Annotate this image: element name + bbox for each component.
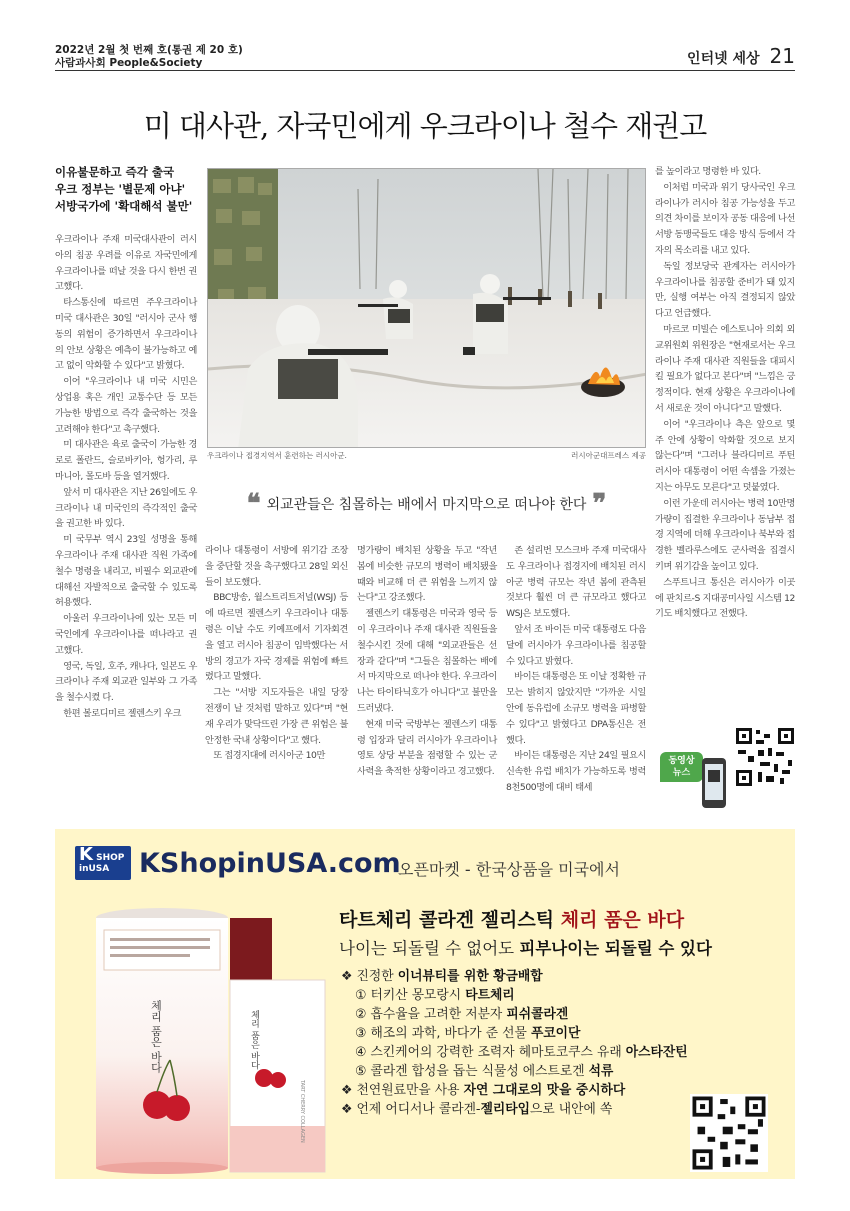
pull-quote — [207, 489, 646, 519]
item-emph: 피쉬콜라겐 — [506, 1007, 569, 1022]
item-emph: 푸코이단 — [530, 1026, 581, 1041]
ad-title-emph: 체리 품은 바다 — [560, 909, 685, 931]
badge-line: 동영상 — [668, 756, 695, 766]
ad-list-item — [341, 1005, 688, 1024]
pull-quote-text: 외교관들은 침몰하는 배에서 마지막으로 떠나야 한다 — [266, 497, 587, 513]
article-column-1 — [55, 232, 197, 722]
article-column-4 — [506, 543, 646, 796]
item-text: ② 흡수율을 고려한 저분자 — [355, 1007, 507, 1022]
article-column-2 — [205, 543, 348, 764]
product-image — [92, 900, 342, 1175]
subhead-1: 이유불문하고 즉각 출국 — [55, 165, 175, 179]
ad-title-prefix: 타트체리 콜라겐 젤리스틱 — [339, 909, 561, 931]
paragraph: 우크라이나 주재 미국대사관이 러시아의 침공 우려를 이유로 자국민에게 우크라이나를 떠날 것을 다시 한번 권고했다. — [55, 234, 197, 293]
paragraph: 미 대사관은 육로 출국이 가능한 경로로 폴란드, 슬로바키아, 헝가리, 루마니아, 몰도바 등을 열거했다. — [55, 439, 197, 482]
paragraph: 바이든 대통령은 또 이날 정확한 규모는 밝히지 않았지만 "가까운 시일 안에 동유럽에 소규모 병력을 파병할 수 있다"고 밝혔다고 DPA통신은 전했다. — [506, 671, 646, 746]
paragraph: 또 접경지대에 러시아군 10만 — [213, 750, 325, 762]
paragraph: 명가량이 배치된 상황을 두고 "작년 봄에 비슷한 규모의 병력이 배치됐을 때와 비교해 더 큰 위험을 느끼지 않는다"고 강조했다. — [357, 545, 497, 604]
subhead-3: 서방국가에 '확대해석 불만' — [55, 199, 193, 213]
paragraph: 영국, 독일, 호주, 캐나다, 일본도 우크라이나 주재 외교관 일부와 그 가족을 철수시켰 다. — [55, 660, 197, 704]
item-emph: 자연 그대로의 맛을 중시하다 — [463, 1083, 626, 1098]
paragraph: 앞서 미 대사관은 지난 26일에도 우크라이나 내 미국인의 즉각적인 출국을 권고한 바 있다. — [55, 486, 197, 530]
paragraph: 한편 볼로디미르 젤렌스키 우크 — [63, 707, 182, 719]
item-text: ⑤ 콜라겐 합성을 돕는 식물성 에스트로겐 — [355, 1064, 589, 1079]
item-text: ③ 해조의 과학, 바다가 준 선물 — [355, 1026, 531, 1041]
ad-feature-list — [341, 967, 688, 1119]
article-column-3 — [357, 543, 497, 780]
photo-caption-row — [207, 450, 646, 461]
paragraph: 이어 "우크라이나 측은 앞으로 몇 주 안에 상황이 악화할 것으로 보지 않는다"며 "그러나 블라디미르 푸틴 러시아 대통령이 어떤 속셈을 가졌는지는 아무도 모른다"고 덧붙였다. — [655, 418, 795, 493]
photo-credit: 러시아군대프레스 제공 — [571, 451, 646, 460]
item-text: ❖ 진정한 — [341, 969, 398, 984]
subhead-2: 우크 정부는 '별문제 아냐' — [55, 182, 186, 196]
paragraph: 그는 "서방 지도자들은 내일 당장 전쟁이 날 것처럼 말하고 있다"며 "현재 우리가 맞닥뜨린 가장 큰 위험은 불안정한 국내 상황이다"고 했다. — [205, 687, 348, 746]
paragraph: 앞서 조 바이든 미국 대통령도 다음 달에 러시아가 우크라이나를 침공할 수 있다고 밝혔다. — [506, 623, 646, 667]
ad-sub-prefix: 나이는 되돌릴 수 없어도 — [339, 939, 520, 958]
article-subheads — [55, 164, 197, 215]
item-emph: 타트체리 — [465, 988, 515, 1003]
item-emph: 석류 — [588, 1064, 614, 1079]
item-text: ① 터키산 몽모랑시 — [355, 988, 466, 1003]
item-emph: 아스타잔틴 — [625, 1045, 688, 1060]
article-column-5 — [655, 164, 795, 622]
masthead — [55, 44, 243, 70]
paragraph: 이처럼 미국과 위기 당사국인 우크라이나가 러시아 침공 가능성을 두고 의견 차이를 보이자 공동 대응에 나선 서방 동맹국들도 대응 방식 등에서 각자의 목소리를 내고 있다. — [655, 181, 795, 256]
paragraph: BBC방송, 월스트리트저널(WSJ) 등에 따르면 젤렌스키 우크라이나 대통령은 이날 수도 키예프에서 기자회견을 열고 러시아 침공이 임박했다는 서방의 경고가 자국 경제를 위험에 빠트렸다고 말했다. — [205, 592, 348, 683]
ad-qr-code-icon[interactable] — [690, 1094, 768, 1172]
item-suffix: 으로 내안에 쏙 — [530, 1102, 613, 1117]
article-headline: 미 대사관, 자국민에게 우크라이나 철수 재권고 — [143, 109, 707, 143]
ad-sub-emph: 피부나이는 되돌릴 수 있다 — [519, 939, 712, 958]
logo-k: K — [79, 844, 93, 865]
open-quote-icon: ❝ — [246, 489, 261, 519]
paragraph: 미 국무부 역시 23일 성명을 통해 우크라이나 주재 대사관 직원 가족에 철수 명령을 내리고, 비필수 외교관에 대해선 자발적으로 출국할 수 있도록 허용했다. — [55, 534, 197, 609]
ad-list-item — [341, 1062, 688, 1081]
paragraph: 스푸트니크 통신은 러시아가 이곳에 판치르-S 지대공미사일 시스템 12기도 배치했다고 전했다. — [655, 576, 795, 620]
item-text: ❖ 언제 어디서나 콜라겐- — [341, 1102, 481, 1117]
paragraph: 바이든 대통령은 지난 24일 필요시 신속한 유럽 배치가 가능하도록 병력 8천500명에 대비 태세 — [506, 750, 646, 793]
pkg-text: 체리 품은 바다 — [149, 1000, 163, 1073]
paragraph: 이어 "우크라이나 내 미국 시민은 상업용 혹은 개인 교통수단 등 모든 가능한 방법으로 즉각 출국하는 것을 고려해야 한다"고 촉구했다. — [55, 376, 197, 435]
kshop-logo[interactable] — [75, 846, 401, 880]
header-divider — [55, 70, 795, 71]
stick-brand: TART CHERRY COLLAGEN — [299, 1080, 305, 1143]
close-quote-icon: ❞ — [592, 489, 607, 519]
ad-tagline: 오픈마켓 - 한국상품을 미국에서 — [398, 860, 620, 879]
publication-name: 사람과사회 People&Society — [55, 57, 203, 69]
paragraph: 현재 미국 국방부는 젤렌스키 대통령 입장과 달리 러시아가 우크라이나 영토 상당 부분을 점령할 수 있는 군사력을 축적한 상황이라고 경고했다. — [357, 718, 497, 778]
ad-list-item — [341, 967, 688, 986]
paragraph: 라이나 대통령이 서방에 위기감 조장을 중단할 것을 촉구했다고 28일 외신들이 보도했다. — [205, 545, 348, 588]
ad-list-item — [341, 1100, 688, 1119]
section-header — [687, 44, 795, 68]
badge-line: 뉴스 — [672, 768, 691, 778]
item-emph: 이너뷰티를 위한 황금배합 — [397, 969, 543, 984]
page-number: 21 — [769, 44, 795, 68]
kshop-logo-box — [75, 846, 131, 880]
logo-line2: inUSA — [79, 864, 110, 874]
paragraph: 독일 정보당국 관계자는 러시아가 우크라이나를 침공할 준비가 돼 있지만, 실행 여부는 아직 결정되지 않았다고 언급했다. — [655, 260, 795, 320]
ad-subtitle — [339, 935, 712, 959]
phone-icon — [700, 756, 730, 814]
article-photo — [207, 168, 646, 448]
ad-list-item — [341, 1081, 688, 1100]
item-emph: 젤리타입 — [480, 1102, 531, 1117]
photo-caption: 우크라이나 접경지역서 훈련하는 러시아군. — [207, 451, 347, 460]
paragraph: 아울러 우크라이나에 있는 모든 미국인에게 우크라이나를 떠나라고 권고했다. — [55, 613, 197, 656]
ad-list-item — [341, 1043, 688, 1062]
item-text: ❖ 천연원료만을 사용 — [341, 1083, 464, 1098]
ad-title — [339, 905, 684, 932]
item-text: ④ 스킨케어의 강력한 조력자 헤마토코쿠스 유래 — [355, 1045, 626, 1060]
paragraph: 존 설리번 모스크바 주재 미국대사도 우크라이나 접경지에 배치된 러시아군 병력 규모는 작년 봄에 관측된 것보다 훨씬 더 큰 규모라고 했다고 WSJ은 보도했다. — [506, 545, 646, 620]
paragraph: 타스통신에 따르면 주우크라이나 미국 대사관은 30일 "러시아 군사 행동의 위험이 증가하면서 우크라이나의 안보 상황은 예측이 불가능하고 예고 없이 악화할 수 있다"고 밝혔다. — [55, 297, 197, 372]
video-news-badge[interactable] — [660, 752, 703, 782]
ad-list-item — [341, 986, 688, 1005]
qr-code-icon[interactable] — [734, 726, 796, 788]
paragraph: 마르코 미빌슨 에스토니아 의회 외교위원회 위원장은 "현재로서는 우크라이나 주재 대사관 직원들을 대피시킬 필요가 없다고 본다"며 "느낌은 긍정적이다. 현재 상황은 우크라이나에서 새로운 것이 아니다"고 말했다. — [655, 323, 795, 414]
stick-text: 체리 품은 바다 — [249, 1010, 259, 1070]
ad-list-item — [341, 1024, 688, 1043]
section-name: 인터넷 세상 — [687, 51, 760, 67]
paragraph: 젤렌스키 대통령은 미국과 영국 등이 우크라이나 주재 대사관 직원들을 철수시킨 것에 대해 "외교관들은 선장과 같다"며 "그들은 침몰하는 배에서 마지막으로 떠나야 한다. 우크라이나는 타이타닉호가 아니다"고 불만을 드러냈다. — [357, 608, 497, 714]
paragraph: 이런 가운데 러시아는 병력 10만명 가량이 집결한 우크라이나 동남부 접경 지역에 더해 우크라이나 북부와 접경한 벨라루스에도 군사력을 집결시키며 위기감을 높이고 있다. — [655, 497, 795, 572]
ad-site-name: KShopinUSA.com — [139, 847, 401, 879]
logo-line1: SHOP — [96, 853, 125, 863]
paragraph: 를 높이라고 명령한 바 있다. — [655, 166, 761, 177]
issue-info: 2022년 2월 첫 번째 호(통권 제 20 호) — [55, 44, 243, 56]
